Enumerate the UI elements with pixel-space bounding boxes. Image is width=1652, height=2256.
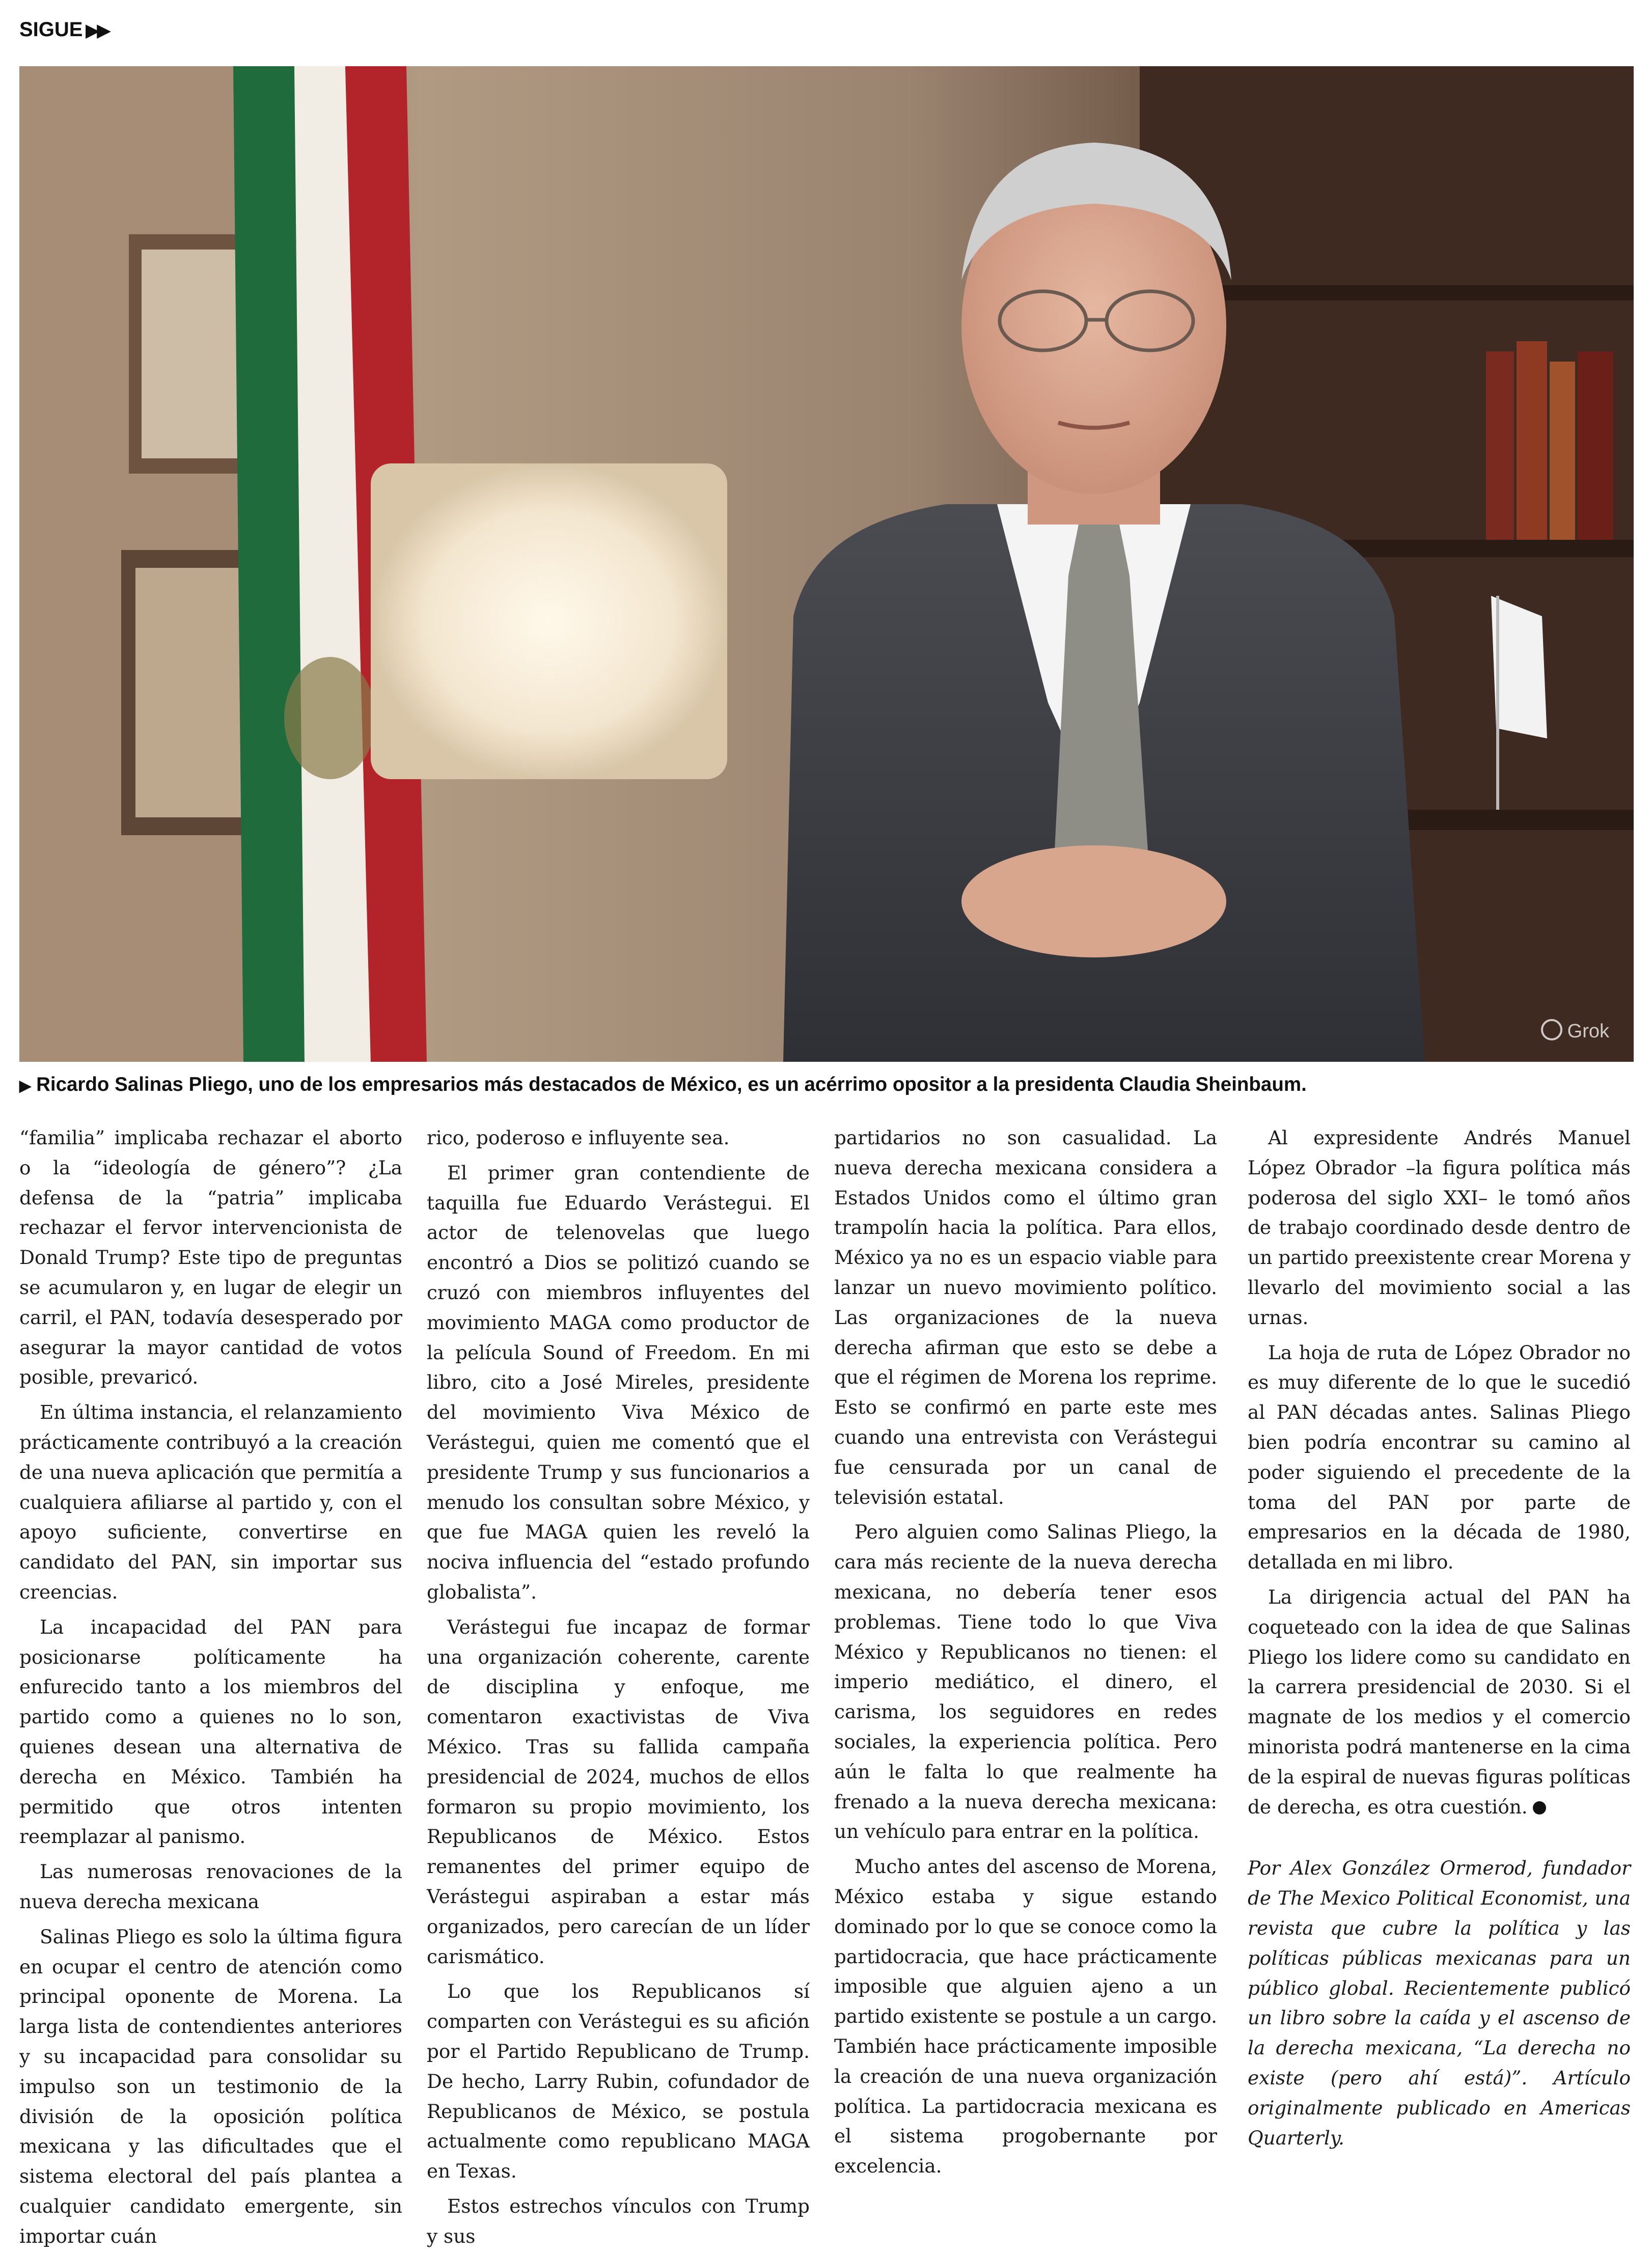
paragraph: La incapacidad del PAN para posicionarse políticamente ha enfurecido tanto a los miembros del partido como a quienes no lo son, quienes desean una alternativa de derecha en México. También ha permitido que otros intenten reemplazar al panismo. [19,1615,402,1848]
photo-illustration [19,66,1634,1062]
lead-photo [19,66,1634,1062]
author-bio: Por Alex González Ormerod, fundador de The Mexico Political Economist, una revista que cubre la política y las políticas públicas mexicanas para un público global. Recientemente publicó un libro sobre la caída y el ascenso de la derecha mexicana, “La derecha no existe (pero ahí está)”. Artículo originalmente publicado en Americas Quarterly. [1248,1857,1631,2149]
article-column-4 [1248,1123,1631,2158]
paragraph: rico, poderoso e influyente sea. [427,1126,730,1149]
end-of-article-icon [1533,1801,1546,1814]
section-label-text: SIGUE [19,18,83,41]
paragraph: La hoja de ruta de López Obrador no es muy diferente de lo que le sucedió al PAN décadas antes. Salinas Pliego bien podría encontrar su camino al poder siguiendo el precedente de la toma del PAN por parte de empresarios en la década de 1980, detallada en mi libro. [1248,1341,1631,1574]
subheading: Las numerosas renovaciones de la nueva derecha mexicana [19,1860,402,1913]
caption-marker-icon: ▶ [19,1078,32,1094]
forward-arrows-icon: ▶▶ [86,21,108,40]
article-column-2 [427,1123,810,2256]
paragraph: Al expresidente Andrés Manuel López Obrador –la figura política más poderosa del siglo XXI– le tomó años de trabajo coordinado desde dentro de un partido preexistente crear Morena y llevarlo del movimiento social a las urnas. [1248,1126,1631,1329]
paragraph: Lo que los Republicanos sí comparten con Verástegui es su afición por el Partido Republicano de Trump. De hecho, Larry Rubin, cofundador de Republicanos de México, se postula actualmente como republicano MAGA en Texas. [427,1980,810,2183]
paragraph: Estos estrechos vínculos con Trump y sus [427,2194,810,2247]
paragraph: partidarios no son casualidad. La nueva derecha mexicana considera a Estados Unidos como el último gran trampolín hacia la política. Para ellos, México ya no es un espacio viable para lanzar un nuevo movimiento político. Las organizaciones de la nueva derecha afirman que esto se debe a que el régimen de Morena los reprime. Esto se confirmó en parte este mes cuando una entrevista con Verástegui fue censurada por un canal de televisión estatal. [834,1126,1217,1508]
photo-caption [19,1074,1634,1096]
paragraph: En última instancia, el relanzamiento prácticamente contribuyó a la creación de una nueva aplicación que permitía a cualquiera afiliarse al partido y, con el apoyo suficiente, convertirse en candidato del PAN, sin importar sus creencias. [19,1401,402,1603]
paragraph: “familia” implicaba rechazar el aborto o la “ideología de género”? ¿La defensa de la “patria” implicaba rechazar el fervor intervencionista de Donald Trump? Este tipo de preguntas se acumularon y, en lugar de elegir un carril, el PAN, todavía desesperado por asegurar la mayor cantidad de votos posible, prevaricó. [19,1126,402,1389]
paragraph: Mucho antes del ascenso de Morena, México estaba y sigue estando dominado por lo que se conoce como la partidocracia, que hace prácticamente imposible que alguien ajeno a un partido existente se postule a un cargo. También hace prácticamente imposible la creación de una nueva organización política. La partidocracia mexicana es el sistema progobernante por excelencia. [834,1855,1217,2178]
paragraph: Verástegui fue incapaz de formar una organización coherente, carente de disciplina y enfoque, me comentaron exactivistas de Viva México. Tras su fallida campaña presidencial de 2024, muchos de ellos formaron su propio movimiento, los Republicanos de México. Estos remanentes del primer equipo de Verástegui aspiraban a estar más organizados, pero carecían de un líder carismático. [427,1615,810,1968]
paragraph: El primer gran contendiente de taquilla fue Eduardo Verástegui. El actor de telenovelas que luego encontró a Dios se politizó cuando se cruzó con miembros influyentes del movimiento MAGA como productor de la película Sound of Freedom. En mi libro, cito a José Mireles, presidente del movimiento Viva México de Verástegui, quien me comentó que el presidente Trump y sus funcionarios a menudo los consultan sobre México, y que fue MAGA quien les reveló la nociva influencia del “estado profundo globalista”. [427,1161,810,1603]
section-label [19,18,108,41]
article-column-1 [19,1123,402,2256]
paragraph: Salinas Pliego es solo la última figura en ocupar el centro de atención como principal oponente de Morena. La larga lista de contendientes anteriores y su incapacidad para consolidar su impulso son un testimonio de la división de la oposición política mexicana y las dificultades que el sistema electoral del país plantea a cualquier candidato emergente, sin importar cuán [19,1925,402,2247]
paragraph: Pero alguien como Salinas Pliego, la cara más reciente de la nueva derecha mexicana, no debería tener esos problemas. Tiene todo lo que Viva México y Republicanos no tienen: el imperio mediático, el dinero, el carisma, los seguidores en redes sociales, la experiencia política. Pero aún le falta lo que realmente ha frenado a la nueva derecha mexicana: un vehículo para entrar en la política. [834,1521,1217,1843]
grok-logo-icon [1541,1019,1562,1040]
photo-watermark [1541,1019,1609,1042]
watermark-text: Grok [1567,1021,1609,1042]
article-column-3 [834,1123,1217,2186]
final-paragraph-text: La dirigencia actual del PAN ha coqueteado con la idea de que Salinas Pliego los lidere como su candidato en la carrera presidencial de 2030. Si el magnate de los medios y el comercio minorista podrá mantenerse en la cima de la espiral de nuevas figuras políticas de derecha, es otra cuestión. [1248,1585,1631,1818]
caption-text: Ricardo Salinas Pliego, uno de los empresarios más destacados de México, es un acérrimo opositor a la presidenta Claudia Sheinbaum. [36,1074,1307,1095]
paragraph-final [1248,1582,1631,1822]
